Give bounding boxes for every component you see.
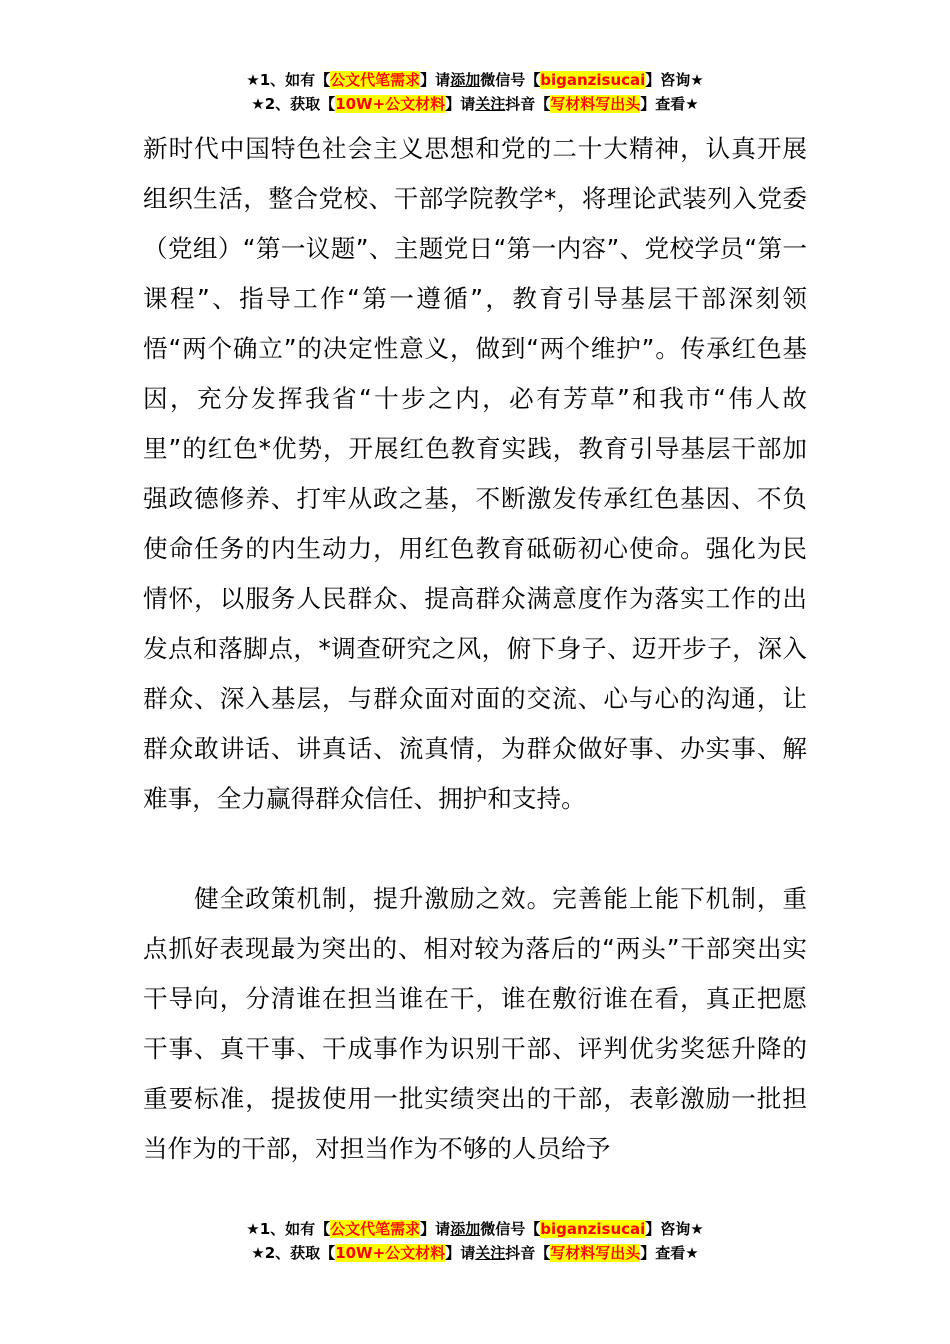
- footer-highlight-materials: 10W+公文材料: [335, 1244, 446, 1262]
- footer-banner: [0, 1217, 950, 1265]
- footer-highlight-wechat-id: biganzisucai: [540, 1220, 646, 1238]
- banner-line-2: ★2、获取【10W+公文材料】请关注抖音【写材料写出头】查看★: [251, 95, 699, 113]
- highlight-douyin-account: 写材料写出头: [550, 95, 641, 113]
- highlight-materials: 10W+公文材料: [335, 95, 446, 113]
- footer-highlight-douyin-account: 写材料写出头: [550, 1244, 641, 1262]
- highlight-wechat-id: biganzisucai: [540, 71, 646, 89]
- footer-banner-line-1: ★1、如有【公文代笔需求】请添加微信号【biganzisucai】咨询★: [246, 1220, 704, 1238]
- header-banner: [0, 68, 950, 116]
- body-paragraph-2: 健全政策机制，提升激励之效。完善能上能下机制，重点抓好表现最为突出的、相对较为落后的“两头”干部突出实干导向，分清谁在担当谁在干，谁在敷衍谁在看，真正把愿干事、真干事、干成事作为识别干部、评判优劣奖惩升降的重要标准，提拔使用一批实绩突出的干部，表彰激励一批担当作为的干部，对担当作为不够的人员给予: [143, 884, 807, 1163]
- banner-line-1: ★1、如有【公文代笔需求】请添加微信号【biganzisucai】咨询★: [246, 71, 704, 89]
- footer-highlight-service: 公文代笔需求: [330, 1220, 421, 1238]
- body-paragraph-1: 新时代中国特色社会主义思想和党的二十大精神，认真开展组织生活，整合党校、干部学院教学*，将理论武装列入党委（党组）“第一议题”、主题党日“第一内容”、党校学员“第一课程”、指导工作“第一遵循”，教育引导基层干部深刻领悟“两个确立”的决定性意义，做到“两个维护”。传承红色基因，充分发挥我省“十步之内，必有芳草”和我市“伟人故里”的红色*优势，开展红色教育实践，教育引导基层干部加强政德修养、打牢从政之基，不断激发传承红色基因、不负使命任务的内生动力，用红色教育砥砺初心使命。强化为民情怀，以服务人民群众、提高群众满意度作为落实工作的出发点和落脚点，*调查研究之风，俯下身子、迈开步子，深入群众、深入基层，与群众面对面的交流、心与心的沟通，让群众敢讲话、讲真话、流真情，为群众做好事、办实事、解难事，全力赢得群众信任、拥护和支持。: [143, 134, 807, 813]
- highlight-service: 公文代笔需求: [330, 71, 421, 89]
- document-body: [143, 124, 807, 1174]
- footer-banner-line-2: ★2、获取【10W+公文材料】请关注抖音【写材料写出头】查看★: [251, 1244, 699, 1262]
